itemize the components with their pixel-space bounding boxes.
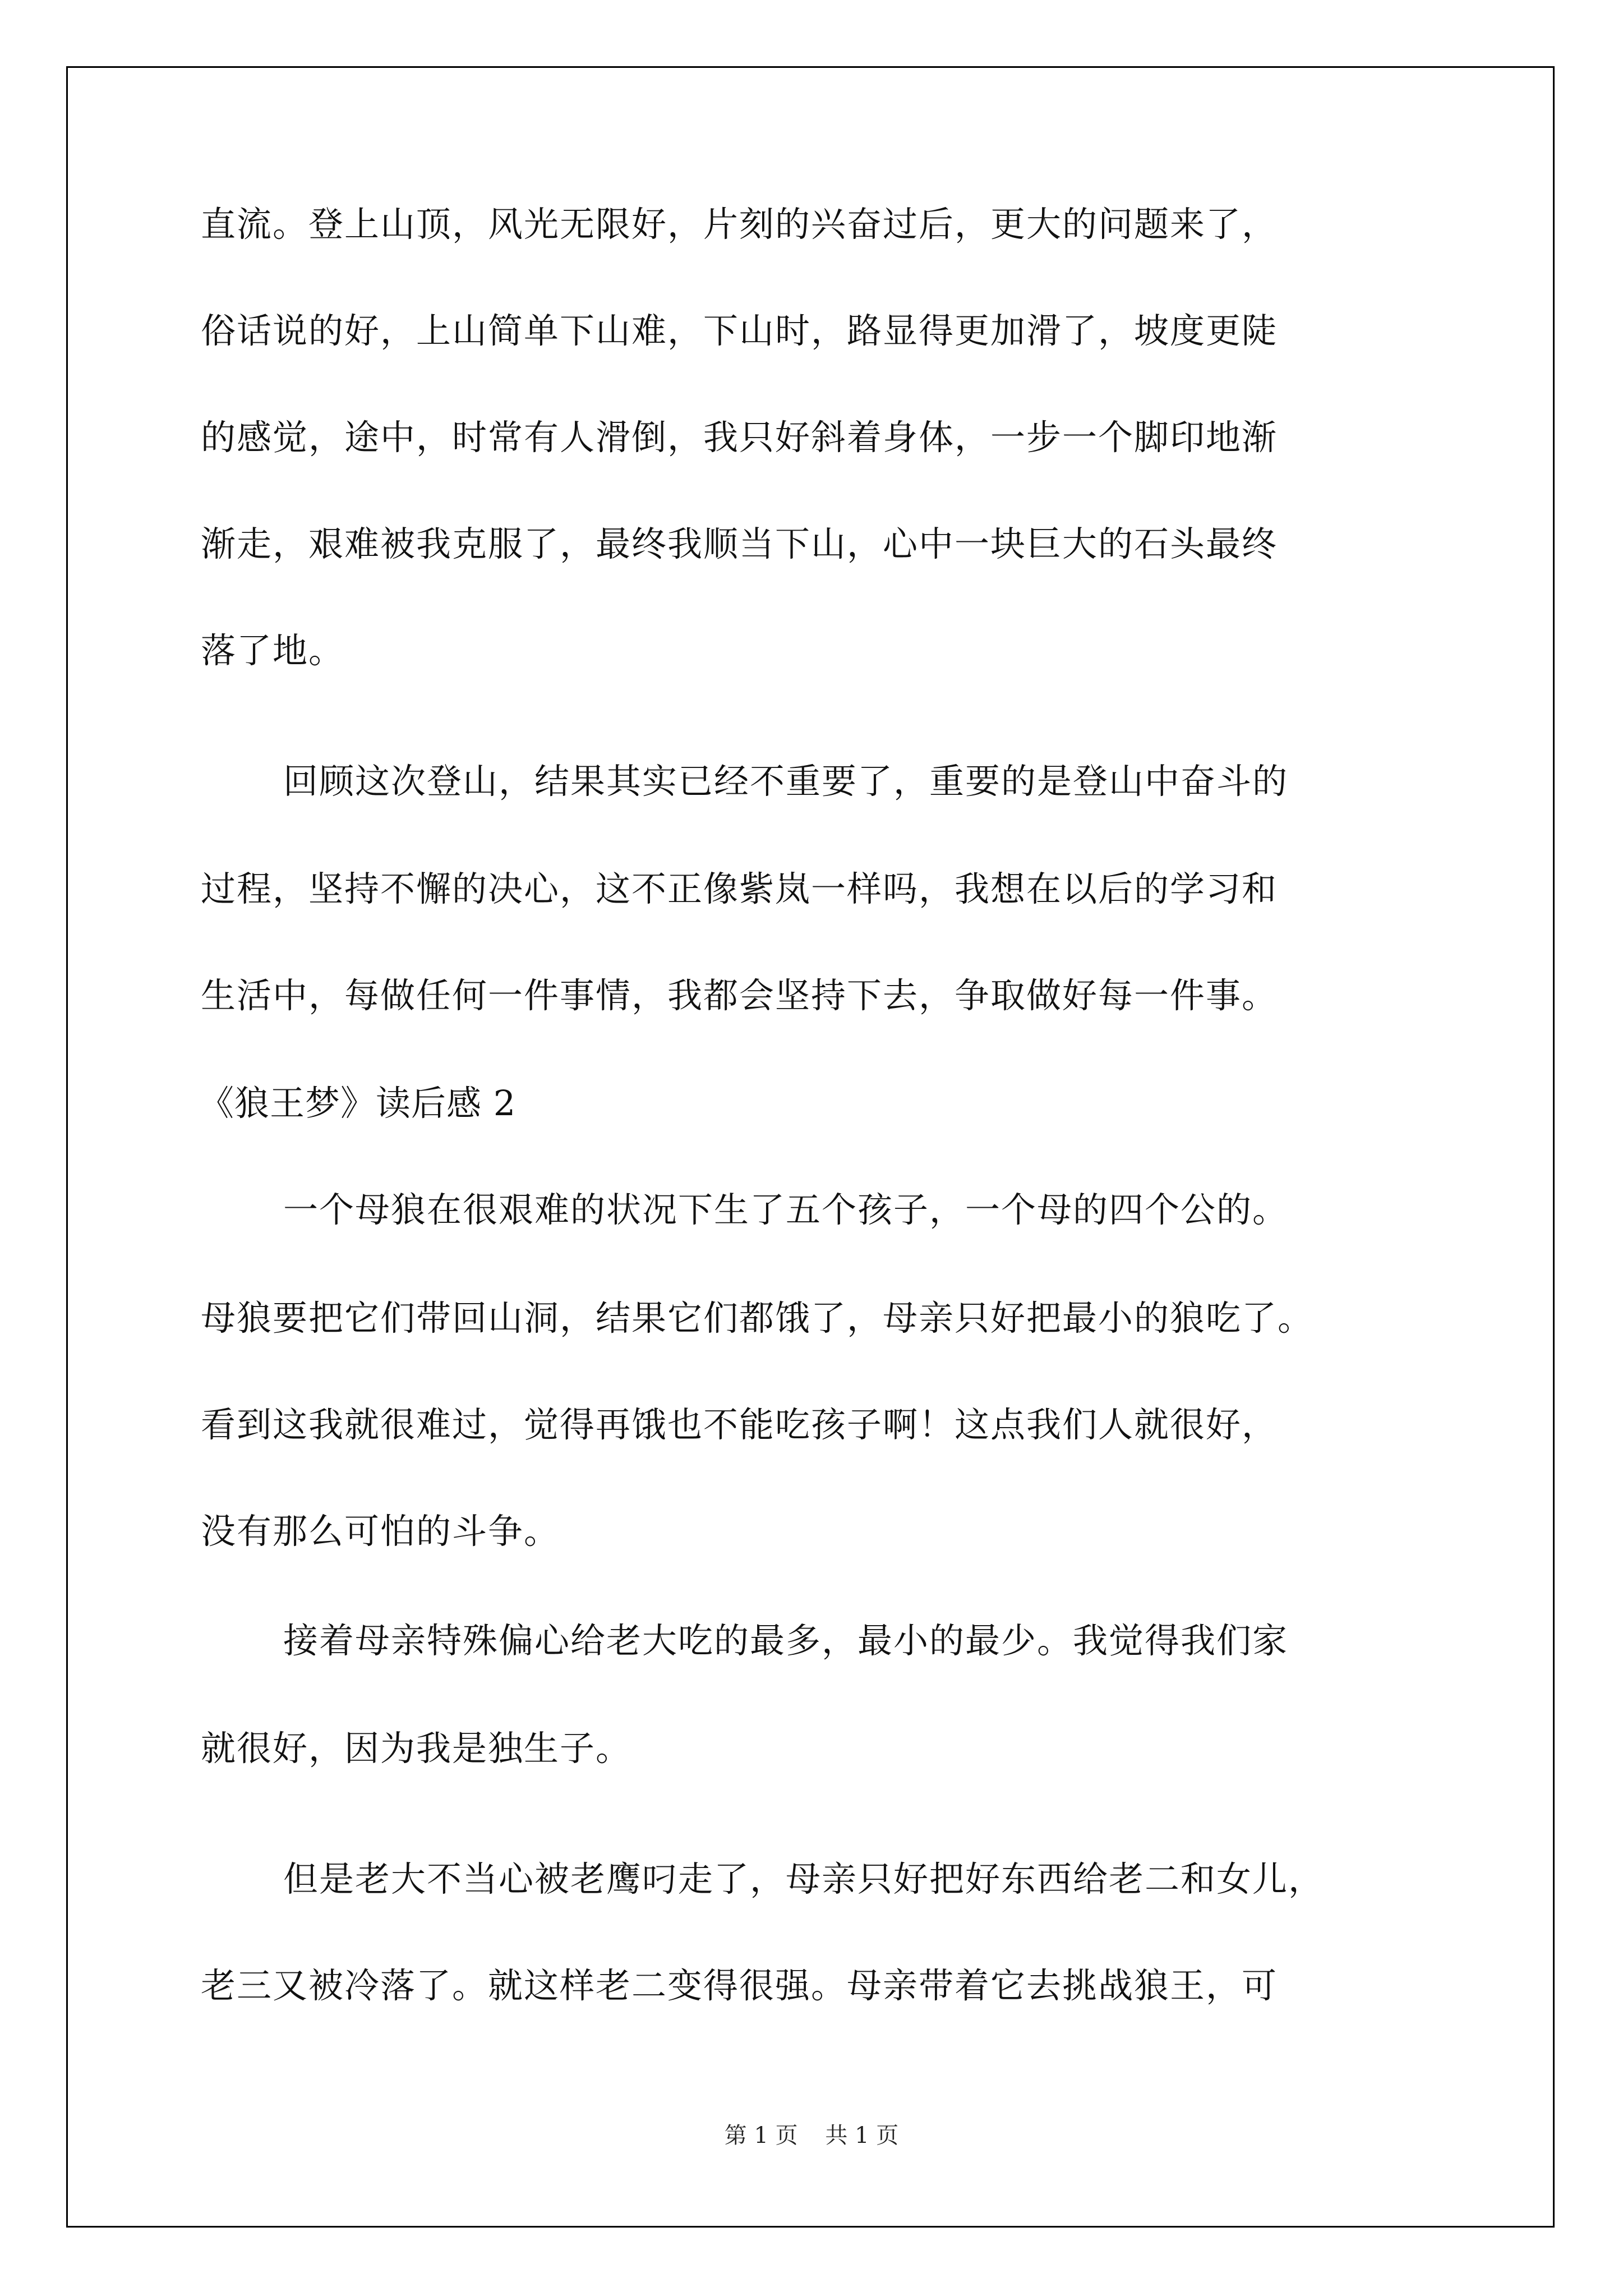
paragraph-line: 落了地。 xyxy=(201,630,345,671)
paragraph-line: 老三又被冷落了。就这样老二变得很强。母亲带着它去挑战狼王，可 xyxy=(201,1965,1278,2006)
page-frame xyxy=(66,66,1555,2228)
paragraph-line: 母狼要把它们带回山洞，结果它们都饿了，母亲只好把最小的狼吃了。 xyxy=(201,1297,1314,1338)
paragraph-line: 俗话说的好，上山简单下山难，下山时，路显得更加滑了，坡度更陡 xyxy=(201,310,1278,351)
page-total: 共 1 页 xyxy=(825,2123,899,2148)
paragraph-line: 直流。登上山顶，风光无限好，片刻的兴奋过后，更大的问题来了， xyxy=(201,204,1278,245)
paragraph-line: 看到这我就很难过，觉得再饿也不能吃孩子啊！这点我们人就很好， xyxy=(201,1404,1278,1445)
paragraph-line: 一个母狼在很艰难的状况下生了五个孩子，一个母的四个公的。 xyxy=(283,1189,1289,1230)
paragraph-line: 的感觉，途中，时常有人滑倒，我只好斜着身体，一步一个脚印地渐 xyxy=(201,417,1278,458)
paragraph-line: 没有那么可怕的斗争。 xyxy=(201,1511,560,1552)
paragraph-line: 但是老大不当心被老鹰叼走了，母亲只好把好东西给老二和女儿， xyxy=(283,1858,1325,1899)
page-number: 第 1 页 xyxy=(724,2123,798,2148)
paragraph-line: 就很好，因为我是独生子。 xyxy=(201,1728,632,1769)
paragraph-line: 渐走，艰难被我克服了，最终我顺当下山，心中一块巨大的石头最终 xyxy=(201,523,1278,564)
paragraph-line: 生活中，每做任何一件事情，我都会坚持下去，争取做好每一件事。 xyxy=(201,975,1278,1016)
paragraph-line: 过程，坚持不懈的决心，这不正像紫岚一样吗，我想在以后的学习和 xyxy=(201,868,1278,909)
page-footer xyxy=(0,2122,1623,2150)
paragraph-line: 回顾这次登山，结果其实已经不重要了，重要的是登山中奋斗的 xyxy=(283,761,1289,802)
paragraph-line: 接着母亲特殊偏心给老大吃的最多，最小的最少。我觉得我们家 xyxy=(283,1620,1289,1661)
section-heading: 《狼王梦》读后感 2 xyxy=(199,1083,517,1124)
